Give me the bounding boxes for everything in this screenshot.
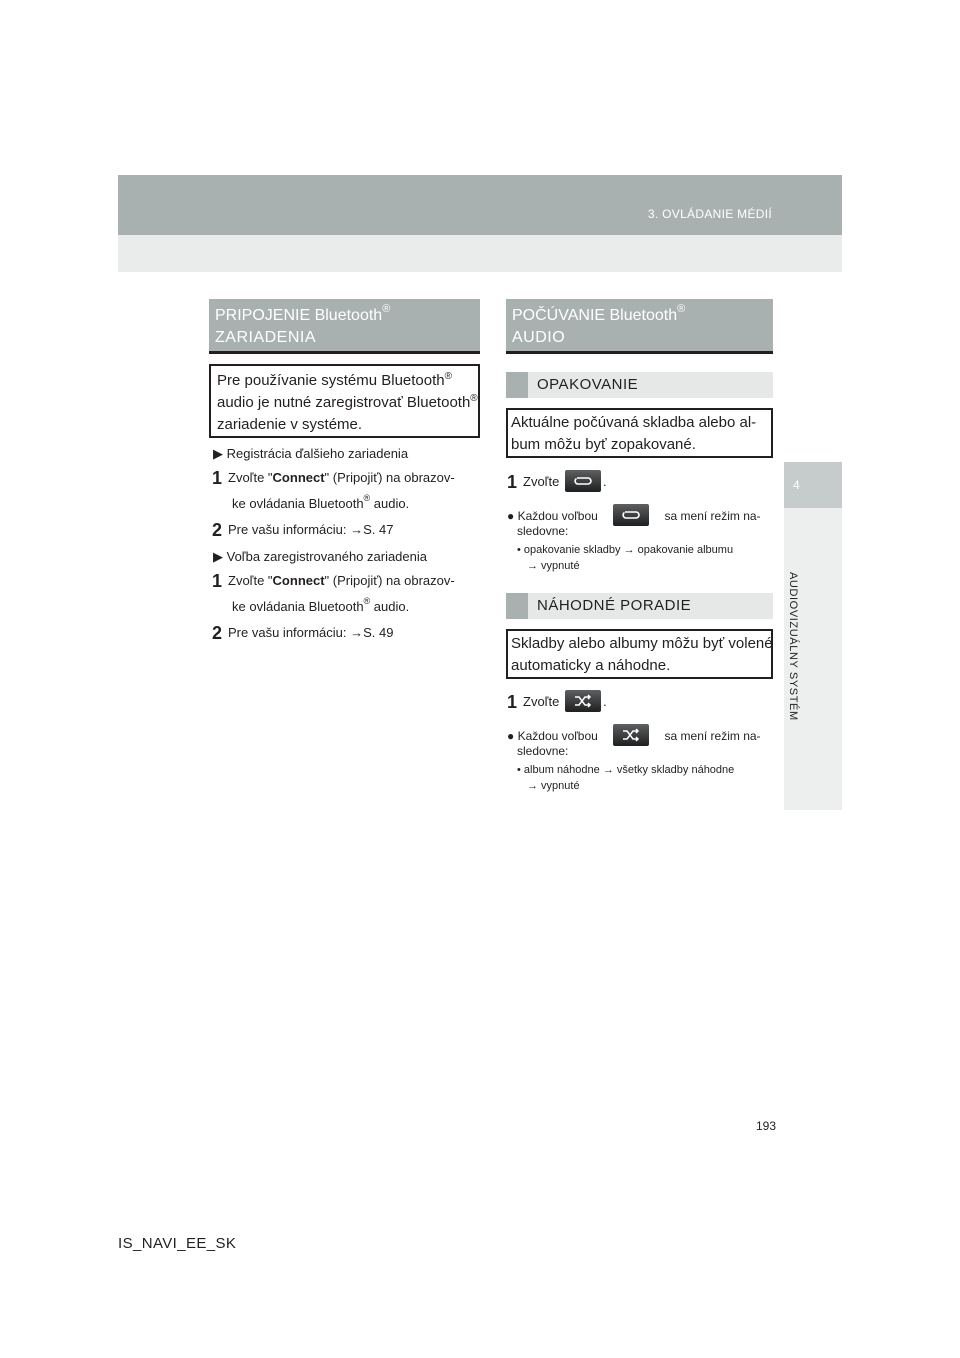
bullet-text-b: sa mení režim na- [664, 509, 761, 524]
registered-mark: ® [470, 393, 478, 404]
step-info-2 [212, 621, 393, 642]
chapter-tab [784, 462, 842, 508]
step-text-pre: Zvoľte " [228, 470, 273, 485]
subheader-shuffle-label: NÁHODNÉ PORADIE [537, 597, 692, 614]
small-bullet-icon: • [517, 544, 521, 556]
info-box-shuffle [506, 629, 773, 679]
chapter-tab-label: AUDIOVIZUÁLNY SYSTÉM [787, 572, 799, 721]
registered-mark: ® [677, 303, 686, 315]
step-number: 1 [212, 571, 223, 591]
section-header-bt-connect [209, 299, 480, 354]
subheader-repeat [506, 372, 773, 398]
registered-mark: ® [363, 493, 371, 503]
step-shuffle [507, 690, 607, 714]
subheader-shuffle [506, 593, 773, 619]
step-text-cont: ke ovládania Bluetooth [232, 599, 364, 614]
bullet-text-a: Každou voľbou [517, 509, 598, 524]
page-number: 193 [756, 1119, 777, 1133]
info-box-bt-connect [209, 364, 480, 438]
step-number: 1 [507, 692, 518, 712]
section-title-line1: PRIPOJENIE Bluetooth [215, 307, 383, 324]
sequence-text: album náhodne → všetky skladby náhodne [523, 764, 735, 776]
shuffle-icon [565, 690, 601, 712]
repeat-icon [565, 470, 601, 492]
step-connect-1-cont [232, 493, 410, 511]
step-end: . [602, 694, 607, 709]
header-band [118, 175, 842, 235]
chapter-number: 4 [793, 478, 800, 492]
bullet-dot-icon: ● [507, 729, 515, 744]
subheader-marker [506, 372, 528, 398]
step-ref-text: Pre vašu informáciu: →S. 49 [228, 625, 394, 640]
connect-button-ref: Connect [272, 470, 325, 485]
info-text-2: bum môžu byť zopakované. [511, 436, 696, 453]
subheader-repeat-label: OPAKOVANIE [537, 376, 639, 393]
bullet-text-c: sledovne: [517, 744, 569, 758]
step-text-post: " (Pripojiť) na obrazov- [324, 470, 455, 485]
info-text-1: Pre používanie systému Bluetooth [217, 372, 445, 389]
info-text-1: Aktuálne počúvaná skladba alebo al- [511, 414, 757, 431]
step-text-pre: Zvoľte " [228, 573, 273, 588]
info-text-2: automaticky a náhodne. [511, 657, 671, 674]
step-connect-1 [212, 466, 455, 487]
repeat-icon [613, 504, 649, 526]
connect-button-ref: Connect [272, 573, 325, 588]
registered-mark: ® [363, 596, 371, 606]
subsection-register-label: Registrácia ďalšieho zariadenia [226, 446, 409, 461]
section-title-line2: AUDIO [512, 329, 566, 346]
subheader-marker [506, 593, 528, 619]
subsection-select [213, 549, 427, 565]
registered-mark: ® [382, 303, 391, 315]
step-number: 1 [212, 468, 223, 488]
step-connect-2 [212, 569, 455, 590]
step-text-cont: ke ovládania Bluetooth [232, 496, 364, 511]
info-text-3: zariadenie v systéme. [217, 416, 363, 433]
step-number: 2 [212, 520, 223, 540]
chapter-title: 3. OVLÁDANIE MÉDIÍ [647, 207, 772, 221]
step-text: Zvoľte [523, 694, 560, 709]
bullet-text-a: Každou voľbou [517, 729, 598, 744]
step-end: . [602, 474, 607, 489]
triangle-bullet-icon: ▶ [213, 549, 223, 564]
step-repeat [507, 470, 607, 494]
step-number: 2 [212, 623, 223, 643]
step-text-cont2: audio. [370, 496, 410, 511]
bullet-dot-icon: ● [507, 509, 515, 524]
section-title-line2: ZARIADENIA [215, 329, 317, 346]
step-text-post: " (Pripojiť) na obrazov- [324, 573, 455, 588]
header-subband [118, 235, 842, 272]
bullet-text-c: sledovne: [517, 524, 569, 538]
step-ref-text: Pre vašu informáciu: →S. 47 [228, 522, 394, 537]
section-header-bt-audio [506, 299, 773, 354]
document-code: IS_NAVI_EE_SK [118, 1235, 237, 1252]
sequence-shuffle-1 [517, 764, 734, 776]
subsection-register [213, 446, 408, 462]
info-box-repeat [506, 408, 773, 458]
shuffle-icon [613, 724, 649, 746]
small-bullet-icon: • [517, 764, 521, 776]
triangle-bullet-icon: ▶ [213, 446, 223, 461]
bullet-text-b: sa mení režim na- [664, 729, 761, 744]
step-info-1 [212, 518, 393, 539]
subsection-select-label: Voľba zaregistrovaného zariadenia [226, 549, 427, 564]
registered-mark: ® [444, 371, 453, 382]
sequence-repeat-2: → vypnuté [527, 560, 580, 572]
info-text-1: Skladby alebo albumy môžu byť volené [511, 635, 773, 652]
step-number: 1 [507, 472, 518, 492]
sequence-repeat-1 [517, 544, 733, 556]
info-text-2: audio je nutné zaregistrovať Bluetooth [217, 394, 471, 411]
sequence-shuffle-2: → vypnuté [527, 780, 580, 792]
step-connect-2-cont [232, 596, 410, 614]
step-text-cont2: audio. [370, 599, 410, 614]
sequence-text: opakovanie skladby → opakovanie albumu [523, 544, 734, 556]
section-title-line1: POČÚVANIE Bluetooth [512, 307, 678, 324]
step-text: Zvoľte [523, 474, 560, 489]
